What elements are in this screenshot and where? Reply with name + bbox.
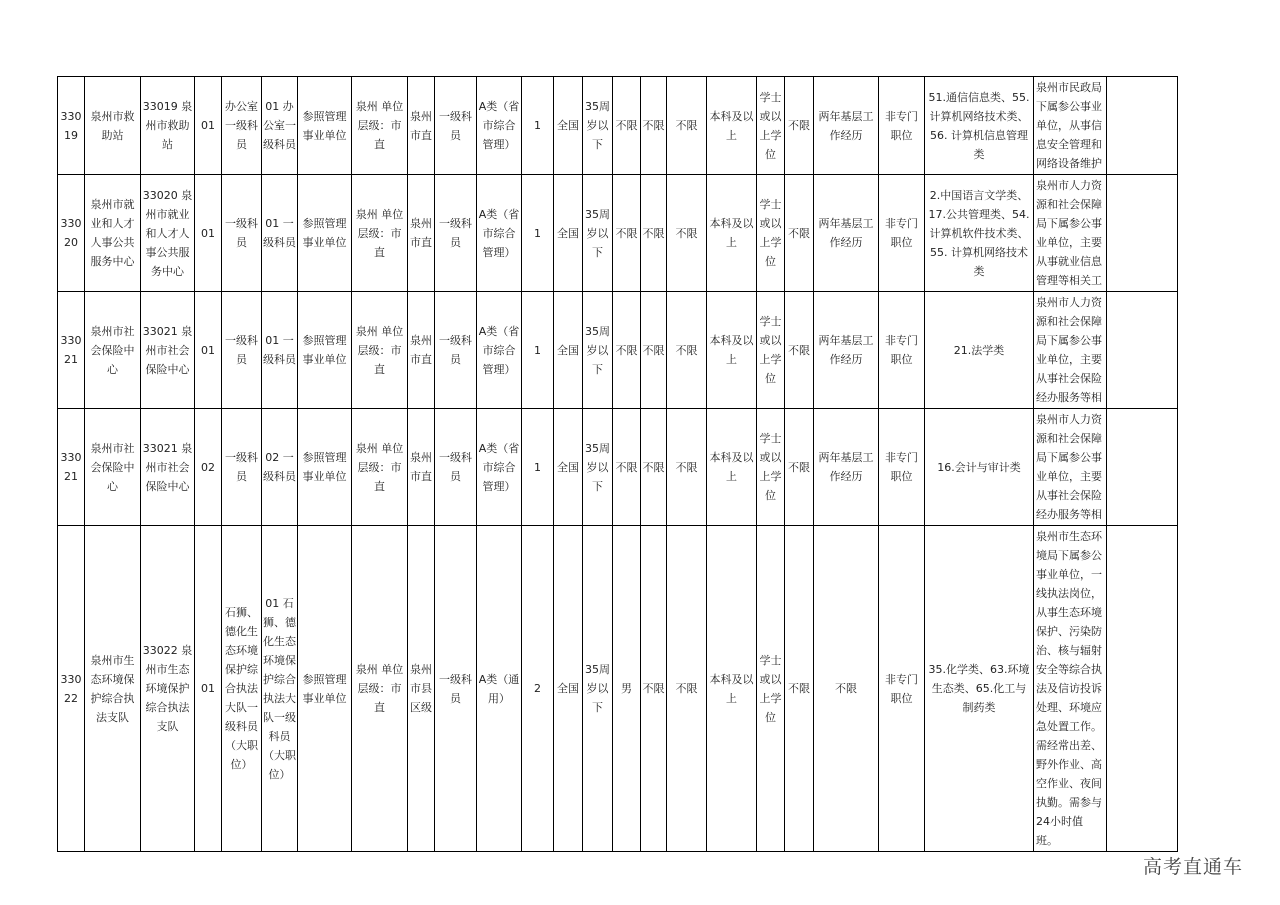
exam-category-cell: A类（省市综合管理） <box>477 77 522 175</box>
certificate-cell: 不限 <box>785 526 814 852</box>
work-area-cell: 泉州市直 <box>408 77 435 175</box>
remark-cell: 泉州市民政局下属参公事业单位，从事信息安全管理和网络设备维护 <box>1034 77 1107 175</box>
unit-code-cell: 33021 <box>58 409 85 526</box>
remark-cell: 泉州市人力资源和社会保障局下属参公事业单位，主要从事社会保险经办服务等相 <box>1034 292 1107 409</box>
age-cell: 35周岁以下 <box>583 409 613 526</box>
certificate-cell: 不限 <box>785 409 814 526</box>
age-cell: 35周岁以下 <box>583 77 613 175</box>
unit-name-cell: 泉州市生态环境保护综合执法支队 <box>85 526 141 852</box>
position-name-cell: 石狮、德化生态环境保护综合执法大队一级科员（大职位） <box>222 526 262 852</box>
major-cell: 16.会计与审计类 <box>925 409 1034 526</box>
hire-count-cell: 1 <box>522 175 554 292</box>
degree-cell: 学士或以上学位 <box>757 409 785 526</box>
unit-nature-cell: 参照管理事业单位 <box>298 409 352 526</box>
rank-cell: 一级科员 <box>435 526 477 852</box>
recruit-scope-cell: 全国 <box>554 292 583 409</box>
unit-code-name-cell: 33019 泉州市救助站 <box>141 77 195 175</box>
recruit-scope-cell: 全国 <box>554 409 583 526</box>
position-name-cell: 办公室一级科员 <box>222 77 262 175</box>
empty-cell <box>1107 526 1178 852</box>
certificate-cell: 不限 <box>785 292 814 409</box>
work-experience-cell: 两年基层工作经历 <box>814 409 879 526</box>
certificate-cell: 不限 <box>785 77 814 175</box>
rank-cell: 一级科员 <box>435 409 477 526</box>
unit-level-cell: 泉州 单位层级：市直 <box>352 175 408 292</box>
remark-cell: 泉州市人力资源和社会保障局下属参公事业单位，主要从事就业信息管理等相关工 <box>1034 175 1107 292</box>
rank-cell: 一级科员 <box>435 175 477 292</box>
unit-level-cell: 泉州 单位层级：市直 <box>352 409 408 526</box>
ethnicity-cell: 不限 <box>641 292 667 409</box>
work-experience-cell: 两年基层工作经历 <box>814 77 879 175</box>
major-cell: 2.中国语言文学类、17.公共管理类、54.计算机软件技术类、55. 计算机网络技术类 <box>925 175 1034 292</box>
empty-cell <box>1107 77 1178 175</box>
table-row <box>58 77 1178 175</box>
remark-cell: 泉州市生态环境局下属参公事业单位，一线执法岗位，从事生态环境保护、污染防治、核与辐射安全等综合执法及信访投诉处理、环境应急处置工作。需经常出差、野外作业、高空作业、夜间执勤。需参与24小时值班。 <box>1034 526 1107 852</box>
unit-code-name-cell: 33020 泉州市就业和人才人事公共服务中心 <box>141 175 195 292</box>
table-row <box>58 292 1178 409</box>
position-number-cell: 01 <box>195 77 222 175</box>
position-code-name-cell: 01 一级科员 <box>262 292 298 409</box>
age-cell: 35周岁以下 <box>583 526 613 852</box>
special-position-cell: 非专门职位 <box>879 409 925 526</box>
empty-cell <box>1107 175 1178 292</box>
special-position-cell: 非专门职位 <box>879 292 925 409</box>
unit-level-cell: 泉州 单位层级：市直 <box>352 77 408 175</box>
watermark-text: 高考直通车 <box>1143 856 1244 878</box>
recruit-scope-cell: 全国 <box>554 175 583 292</box>
unit-code-name-cell: 33021 泉州市社会保险中心 <box>141 409 195 526</box>
hire-count-cell: 2 <box>522 526 554 852</box>
work-experience-cell: 两年基层工作经历 <box>814 175 879 292</box>
rank-cell: 一级科员 <box>435 292 477 409</box>
ethnicity-cell: 不限 <box>641 175 667 292</box>
education-cell: 本科及以上 <box>707 292 757 409</box>
gender-cell: 不限 <box>613 292 641 409</box>
unit-name-cell: 泉州市救助站 <box>85 77 141 175</box>
political-status-cell: 不限 <box>667 292 707 409</box>
remark-cell: 泉州市人力资源和社会保障局下属参公事业单位，主要从事社会保险经办服务等相 <box>1034 409 1107 526</box>
work-area-cell: 泉州市县区级 <box>408 526 435 852</box>
unit-level-cell: 泉州 单位层级：市直 <box>352 292 408 409</box>
work-area-cell: 泉州市直 <box>408 292 435 409</box>
education-cell: 本科及以上 <box>707 175 757 292</box>
position-number-cell: 02 <box>195 409 222 526</box>
gender-cell: 不限 <box>613 175 641 292</box>
education-cell: 本科及以上 <box>707 409 757 526</box>
special-position-cell: 非专门职位 <box>879 77 925 175</box>
unit-code-name-cell: 33021 泉州市社会保险中心 <box>141 292 195 409</box>
empty-cell <box>1107 409 1178 526</box>
degree-cell: 学士或以上学位 <box>757 77 785 175</box>
recruitment-table <box>57 76 1178 852</box>
table-row <box>58 526 1178 852</box>
political-status-cell: 不限 <box>667 175 707 292</box>
position-code-name-cell: 01 一级科员 <box>262 175 298 292</box>
unit-code-cell: 33022 <box>58 526 85 852</box>
position-code-name-cell: 01 办公室一级科员 <box>262 77 298 175</box>
unit-name-cell: 泉州市社会保险中心 <box>85 409 141 526</box>
hire-count-cell: 1 <box>522 409 554 526</box>
unit-code-cell: 33020 <box>58 175 85 292</box>
education-cell: 本科及以上 <box>707 526 757 852</box>
work-area-cell: 泉州市直 <box>408 175 435 292</box>
special-position-cell: 非专门职位 <box>879 526 925 852</box>
degree-cell: 学士或以上学位 <box>757 292 785 409</box>
position-number-cell: 01 <box>195 175 222 292</box>
ethnicity-cell: 不限 <box>641 77 667 175</box>
unit-nature-cell: 参照管理事业单位 <box>298 526 352 852</box>
age-cell: 35周岁以下 <box>583 175 613 292</box>
recruit-scope-cell: 全国 <box>554 77 583 175</box>
hire-count-cell: 1 <box>522 77 554 175</box>
ethnicity-cell: 不限 <box>641 409 667 526</box>
position-code-name-cell: 01 石狮、德化生态环境保护综合执法大队一级科员（大职位） <box>262 526 298 852</box>
exam-category-cell: A类（省市综合管理） <box>477 409 522 526</box>
political-status-cell: 不限 <box>667 409 707 526</box>
unit-code-cell: 33021 <box>58 292 85 409</box>
work-area-cell: 泉州市直 <box>408 409 435 526</box>
position-number-cell: 01 <box>195 292 222 409</box>
unit-nature-cell: 参照管理事业单位 <box>298 175 352 292</box>
age-cell: 35周岁以下 <box>583 292 613 409</box>
exam-category-cell: A类（省市综合管理） <box>477 175 522 292</box>
political-status-cell: 不限 <box>667 526 707 852</box>
major-cell: 21.法学类 <box>925 292 1034 409</box>
major-cell: 35.化学类、63.环境生态类、65.化工与制药类 <box>925 526 1034 852</box>
rank-cell: 一级科员 <box>435 77 477 175</box>
unit-name-cell: 泉州市社会保险中心 <box>85 292 141 409</box>
exam-category-cell: A类（省市综合管理） <box>477 292 522 409</box>
position-number-cell: 01 <box>195 526 222 852</box>
gender-cell: 不限 <box>613 409 641 526</box>
hire-count-cell: 1 <box>522 292 554 409</box>
exam-category-cell: A类（通用） <box>477 526 522 852</box>
position-name-cell: 一级科员 <box>222 175 262 292</box>
unit-name-cell: 泉州市就业和人才人事公共服务中心 <box>85 175 141 292</box>
degree-cell: 学士或以上学位 <box>757 526 785 852</box>
work-experience-cell: 两年基层工作经历 <box>814 292 879 409</box>
position-name-cell: 一级科员 <box>222 292 262 409</box>
unit-nature-cell: 参照管理事业单位 <box>298 77 352 175</box>
major-cell: 51.通信信息类、55.计算机网络技术类、56. 计算机信息管理类 <box>925 77 1034 175</box>
table-row <box>58 409 1178 526</box>
education-cell: 本科及以上 <box>707 77 757 175</box>
special-position-cell: 非专门职位 <box>879 175 925 292</box>
empty-cell <box>1107 292 1178 409</box>
unit-code-cell: 33019 <box>58 77 85 175</box>
ethnicity-cell: 不限 <box>641 526 667 852</box>
gender-cell: 不限 <box>613 77 641 175</box>
degree-cell: 学士或以上学位 <box>757 175 785 292</box>
position-code-name-cell: 02 一级科员 <box>262 409 298 526</box>
unit-level-cell: 泉州 单位层级：市直 <box>352 526 408 852</box>
table-row <box>58 175 1178 292</box>
unit-code-name-cell: 33022 泉州市生态环境保护综合执法支队 <box>141 526 195 852</box>
political-status-cell: 不限 <box>667 77 707 175</box>
recruit-scope-cell: 全国 <box>554 526 583 852</box>
unit-nature-cell: 参照管理事业单位 <box>298 292 352 409</box>
position-name-cell: 一级科员 <box>222 409 262 526</box>
work-experience-cell: 不限 <box>814 526 879 852</box>
certificate-cell: 不限 <box>785 175 814 292</box>
gender-cell: 男 <box>613 526 641 852</box>
